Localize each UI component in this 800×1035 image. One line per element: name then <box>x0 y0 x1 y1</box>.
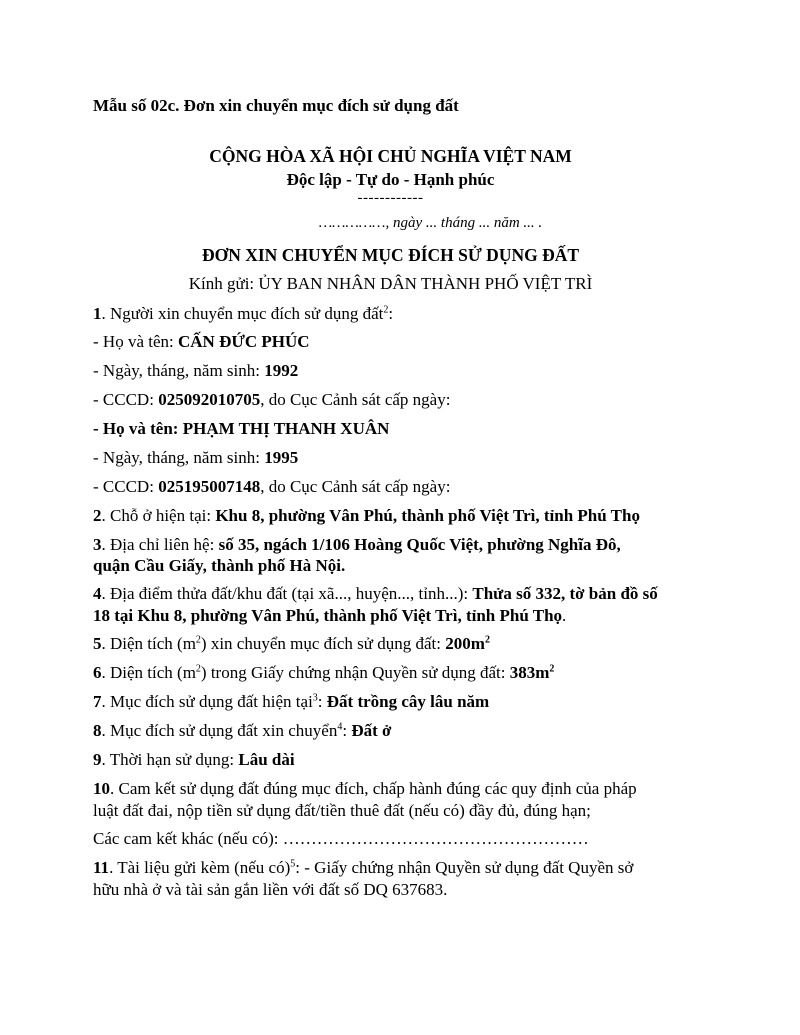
person2-id-row <box>93 477 450 497</box>
item-number: 9 <box>93 750 102 769</box>
person1-name: CẤN ĐỨC PHÚC <box>177 332 310 351</box>
item-number: 5 <box>93 634 102 653</box>
land-location: Thửa số 332, tờ bản đồ số <box>472 584 658 603</box>
item-2-row <box>93 506 640 526</box>
item-label: . Người xin chuyển mục đích sử dụng đất <box>101 304 384 323</box>
item-label: . Địa điểm thửa đất/khu đất (tại xã..., huyện..., tỉnh...): <box>101 584 473 603</box>
footnote-ref: 4 <box>337 721 343 733</box>
person2-dob-row <box>93 448 298 468</box>
current-land-use: Đất trồng cây lâu năm <box>326 692 490 711</box>
item-4-row <box>93 584 658 604</box>
usage-term: Lâu dài <box>238 750 295 769</box>
item-label: . Địa chỉ liên hệ: <box>101 535 219 554</box>
field-label: - CCCD: <box>93 390 159 409</box>
field-label: - Ngày, tháng, năm sinh: <box>93 448 265 467</box>
item-8-row: 8. Mục đích sử dụng đất xin chuyển$^4$: Đất ở <box>93 721 392 740</box>
item-3-row <box>93 535 621 555</box>
field-label: - Họ và tên: <box>93 419 183 438</box>
national-title: CỘNG HÒA XÃ HỘI CHỦ NGHĨA VIỆT NAM <box>209 146 572 166</box>
person1-id-row <box>93 390 450 410</box>
item-label: . Chỗ ở hiện tại: <box>101 506 216 525</box>
field-suffix: , do Cục Cảnh sát cấp ngày: <box>260 390 451 409</box>
item-number: 4 <box>93 584 102 603</box>
person1-name-row <box>93 332 310 352</box>
form-title: Mẫu số 02c. Đơn xin chuyển mục đích sử dụng đất <box>93 96 459 115</box>
person1-dob: 1992 <box>264 361 299 380</box>
person2-name-row <box>93 419 389 439</box>
person2-id: 025195007148 <box>158 477 261 496</box>
item-7-row: 7. Mục đích sử dụng đất hiện tại$^3$: Đất trồng cây lâu năm <box>93 692 490 711</box>
field-label: - Ngày, tháng, năm sinh: <box>93 361 265 380</box>
item-5-row: 5. Diện tích $(m^2)$ xin chuyển mục đích sử dụng đất: $200m^2$ <box>93 634 490 653</box>
item-number: 8 <box>93 721 102 740</box>
commitment-text: . Cam kết sử dụng đất đúng mục đích, chấp hành đúng các quy định của pháp <box>110 779 637 798</box>
attached-documents: : - Giấy chứng nhận Quyền sử dụng đất Quyền sở <box>295 858 634 877</box>
item-10-row <box>93 779 637 799</box>
item-number: 3 <box>93 535 102 554</box>
contact-address-cont: quận Cầu Giấy, thành phố Hà Nội. <box>93 556 346 575</box>
commitment-text-cont: luật đất đai, nộp tiền sử dụng đất/tiền thuê đất (nếu có) đầy đủ, đúng hạn; <box>93 801 591 820</box>
other-commitments: Các cam kết khác (nếu có): ……………………………………………… <box>93 829 589 848</box>
current-residence: Khu 8, phường Vân Phú, thành phố Việt Trì, tỉnh Phú Thọ <box>215 506 640 525</box>
national-motto: Độc lập - Tự do - Hạnh phúc <box>286 170 495 189</box>
item-6-row: 6. Diện tích $(m^2)$ trong Giấy chứng nhận Quyền sử dụng đất: $383m^2$ <box>93 663 555 682</box>
item-number: 1 <box>93 304 102 323</box>
footnote-ref: 2 <box>383 304 389 316</box>
footnote-ref: 5 <box>290 858 296 870</box>
person1-id: 025092010705 <box>158 390 261 409</box>
land-location-line2: 18 tại Khu 8, phường Vân Phú, thành phố Việt Trì, tỉnh Phú Thọ <box>93 606 563 625</box>
item-number: 10 <box>93 779 110 798</box>
requested-land-use: Đất ở <box>351 721 392 740</box>
item-9-row: 9. Thời hạn sử dụng: Lâu dài <box>93 750 295 769</box>
field-label: - CCCD: <box>93 477 159 496</box>
date-line: ……………, ngày ... tháng ... năm ... . <box>318 215 543 231</box>
person2-name: PHẠM THỊ THANH XUÂN <box>182 419 390 438</box>
field-suffix: , do Cục Cảnh sát cấp ngày: <box>260 477 451 496</box>
person1-dob-row <box>93 361 298 381</box>
footnote-ref: 3 <box>312 692 318 704</box>
contact-address: số 35, ngách 1/106 Hoàng Quốc Việt, phường Nghĩa Đô, <box>218 535 621 554</box>
separator-line: ------------ <box>357 190 424 206</box>
item-1-heading: 1. Người xin chuyển mục đích sử dụng đất$^2$: <box>93 304 394 323</box>
land-location-cont: 18 tại Khu 8, phường Vân Phú, thành phố Việt Trì, tỉnh Phú Thọ. <box>93 606 567 625</box>
item-number: 2 <box>93 506 102 525</box>
item-number: 6 <box>93 663 102 682</box>
document-title: ĐƠN XIN CHUYỂN MỤC ĐÍCH SỬ DỤNG ĐẤT <box>201 245 580 265</box>
conversion-area: 200m <box>445 634 485 653</box>
item-number: 11 <box>93 858 110 877</box>
field-label: - Họ và tên: <box>93 332 178 351</box>
person2-dob: 1995 <box>264 448 299 467</box>
certificate-area: 383m <box>509 663 550 682</box>
attached-documents-cont: hữu nhà ở và tài sản gắn liền với đất số DQ 637683. <box>93 880 448 899</box>
recipient-line: Kính gửi: ỦY BAN NHÂN DÂN THÀNH PHỐ VIỆT TRÌ <box>188 274 593 293</box>
item-11-row: 11. Tài liệu gửi kèm (nếu có)$^5$: - Giấy chứng nhận Quyền sử dụng đất Quyền sở <box>93 858 634 877</box>
item-number: 7 <box>93 692 102 711</box>
